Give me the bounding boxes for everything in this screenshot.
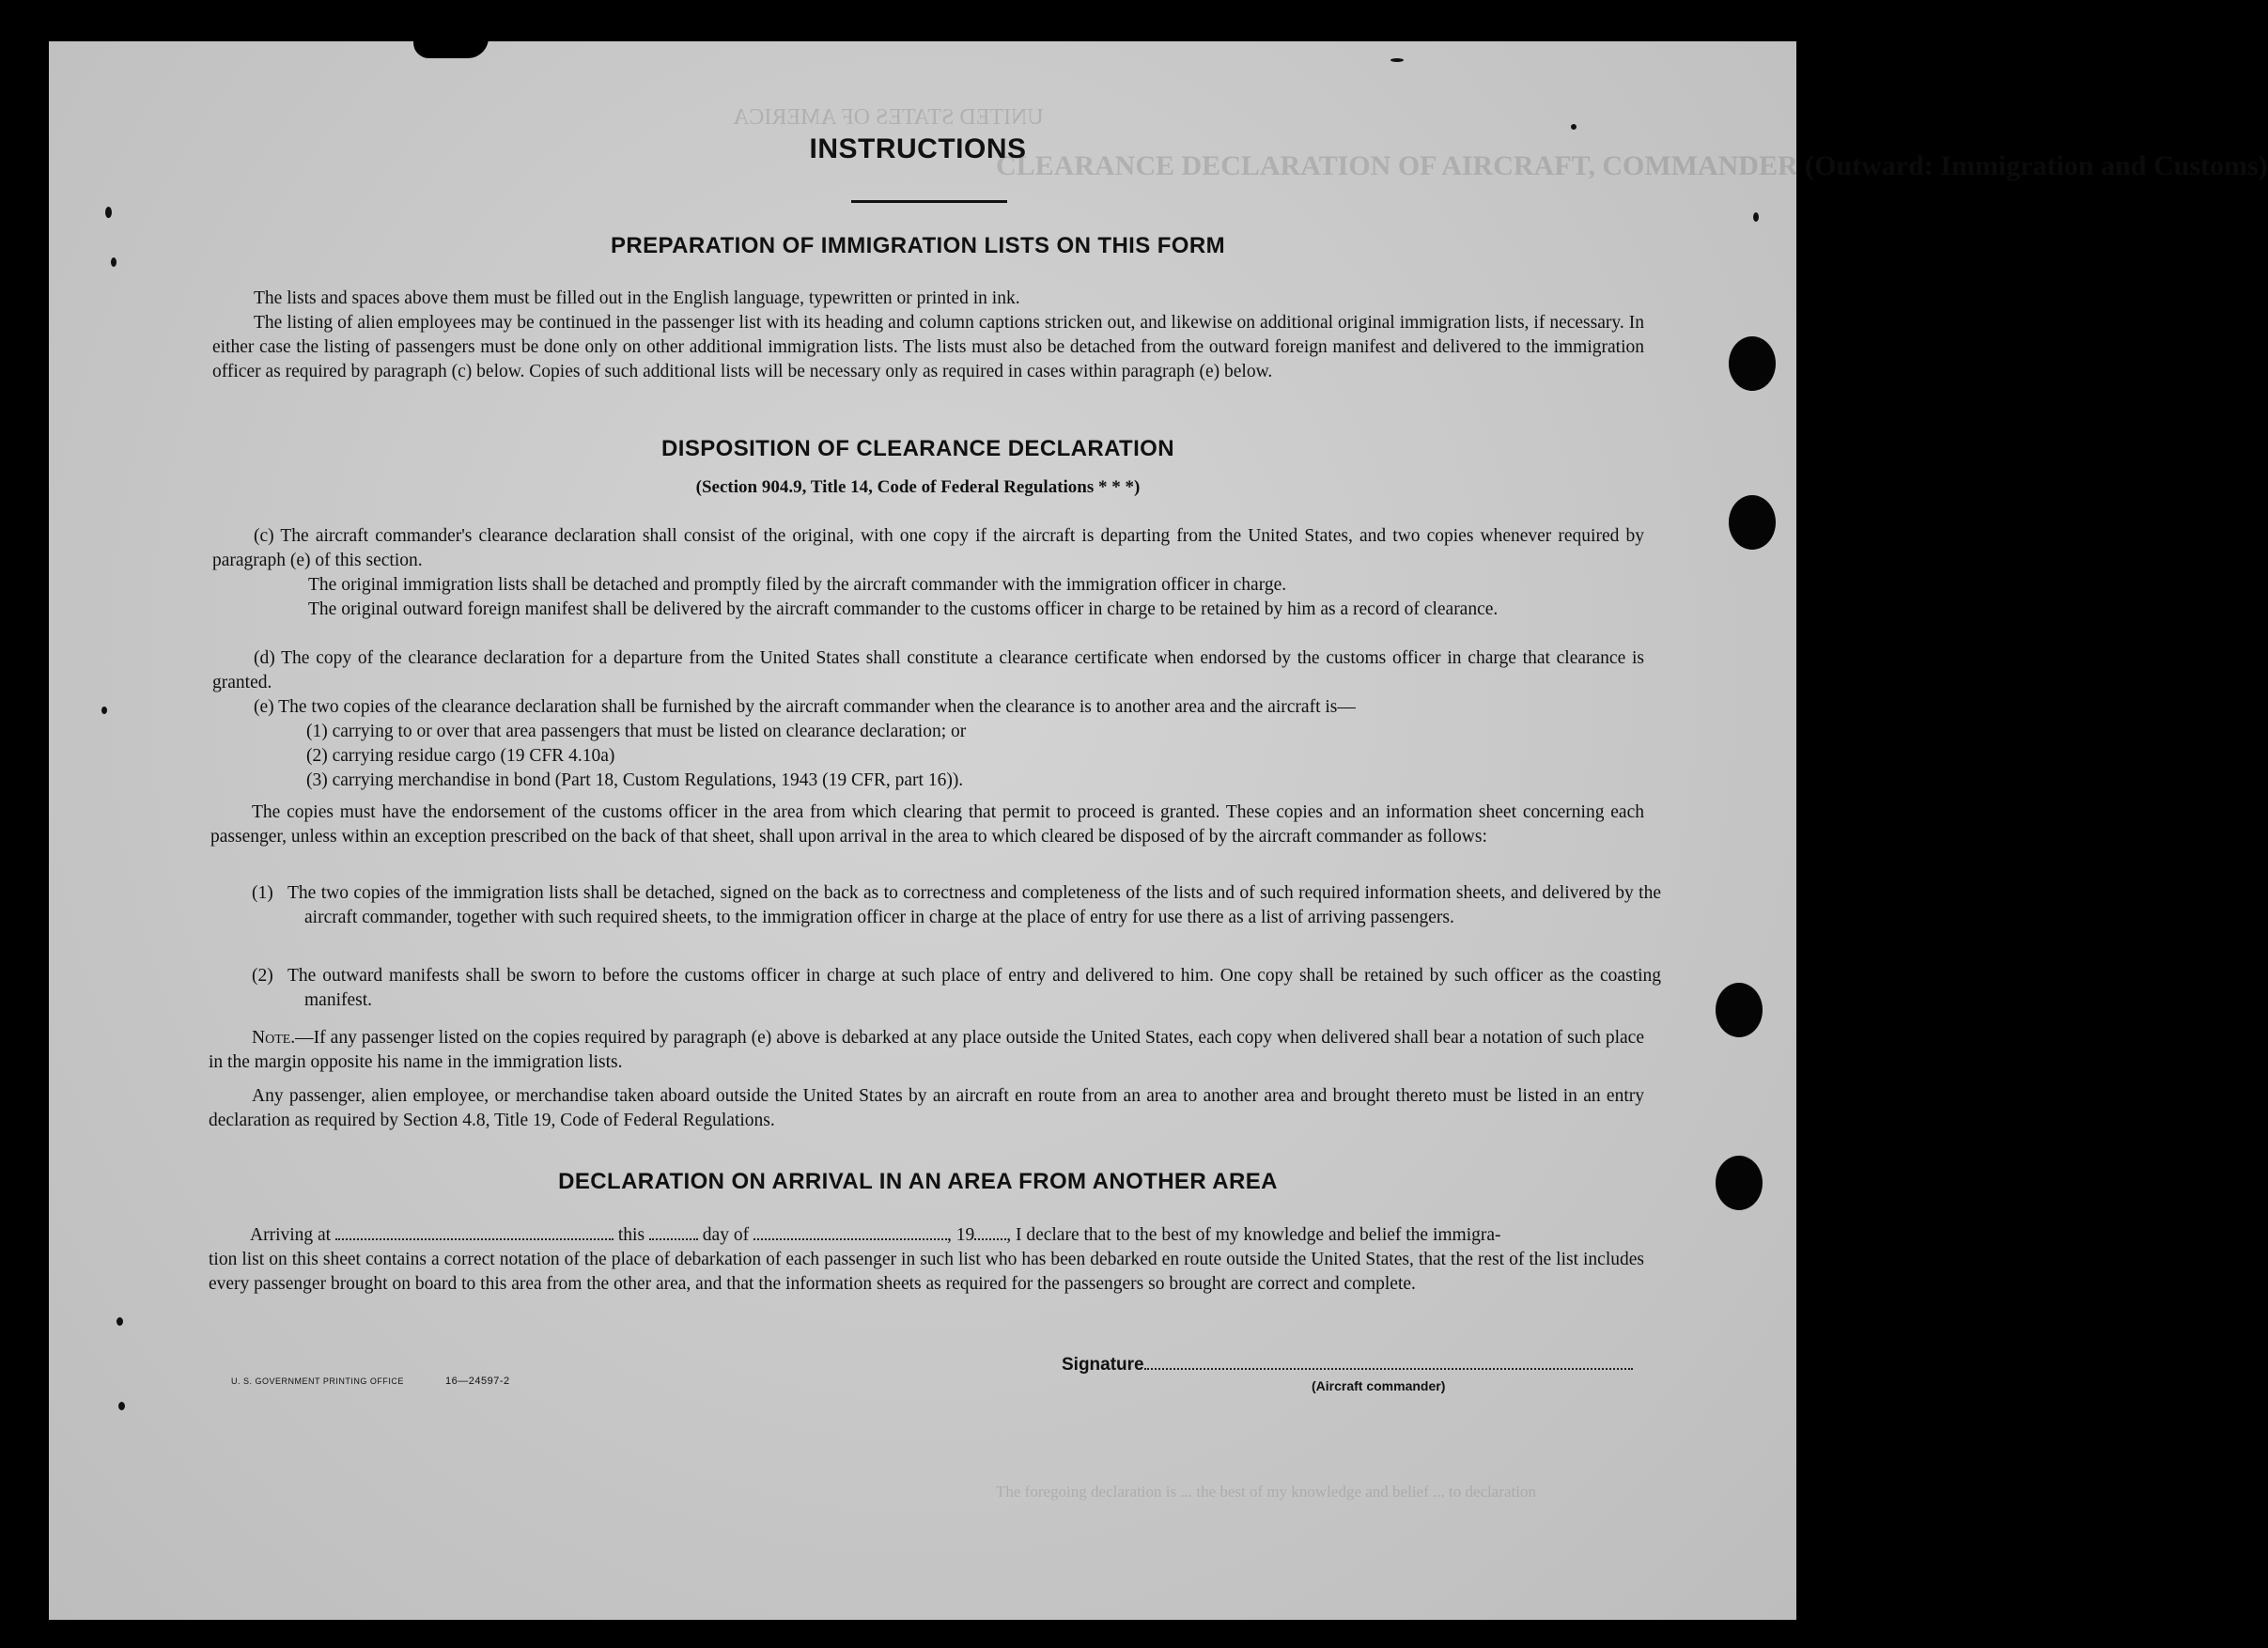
paragraph-d: (d) The copy of the clearance declaration for a departure from the United States shall constitute a clearance certificate when endorsed by the customs officer in charge that clearance is granted. xyxy=(212,648,1644,692)
paragraph-e: (e) The two copies of the clearance declaration shall be furnished by the aircraft commander when the clearance is to another area and the aircraft is— xyxy=(254,697,1356,717)
prep-paragraph-2: The listing of alien employees may be continued in the passenger list with its heading and column captions stricken out, and likewise on additional original immigration lists, if necessary. In either case the listing of passengers must be done only on other additional immigration lists. The lists must also be detached from the outward foreign manifest and delivered to the immigration officer as required by paragraph (c) below. Copies of such additional lists will be necessary only as required in cases within paragraph (e) below. xyxy=(212,313,1644,381)
paragraph-c-manifest: The original outward foreign manifest shall be delivered by the aircraft commander to the customs officer in charge to be retained by him as a record of clearance. xyxy=(308,599,1499,619)
paragraph-c-lists: The original immigration lists shall be detached and promptly filed by the aircraft commander with the immigration officer in charge. xyxy=(308,575,1287,595)
signature-caption: (Aircraft commander) xyxy=(1312,1378,1446,1393)
section-title-preparation: PREPARATION OF IMMIGRATION LISTS ON THIS FORM xyxy=(611,233,1225,258)
speck xyxy=(105,207,112,218)
section-subtitle-regulations: (Section 904.9, Title 14, Code of Federal Regulations * * *) xyxy=(695,477,1141,497)
any-passenger-paragraph: Any passenger, alien employee, or merchandise taken aboard outside the United States by an aircraft en route from an area to another area and brought thereto must be listed in an entry declaration as required by Section 4.8, Title 19, Code of Federal Regulations. xyxy=(209,1086,1644,1130)
year-prefix: , 19 xyxy=(946,1225,975,1245)
speck xyxy=(117,1317,123,1326)
note-label: Note. xyxy=(252,1028,296,1048)
punch-hole xyxy=(1729,495,1776,550)
arriving-at-label: Arriving at xyxy=(250,1225,332,1245)
section-title-arrival: DECLARATION ON ARRIVAL IN AN AREA FROM ANOTHER AREA xyxy=(558,1169,1278,1194)
speck xyxy=(1753,212,1759,222)
numbered-item-1: The two copies of the immigration lists shall be detached, signed on the back as to correctness and completeness of the lists and of such required information sheets, and delivered by the aircraft commander, together with such required sheets, to the immigration officer in charge at the place of entry for use there as a list of arriving passengers. xyxy=(287,883,1661,927)
numbered-item-1-label: (1) xyxy=(252,883,273,903)
speck xyxy=(1571,124,1577,130)
this-label: this xyxy=(617,1225,645,1245)
arrival-first-line xyxy=(250,1223,1501,1248)
declare-text: , I declare that to the best of my knowledge and belief the immigra- xyxy=(1006,1225,1501,1245)
signature-label: Signature xyxy=(1062,1355,1144,1375)
year-field[interactable] xyxy=(974,1223,1006,1240)
bleed-through-line-3: The foregoing declaration is ... the best of my knowledge and belief ... to declaration xyxy=(996,1483,1536,1500)
speck xyxy=(101,707,107,714)
paper-tear xyxy=(413,38,489,58)
arrival-declaration-text: tion list on this sheet contains a correct notation of the place of debarkation of each passenger in such list who has been debarked en route outside the United States, that the rest of the list includes every passenger brought on board to this area from the other area, and that the information sheets as required for the passengers so brought are correct and complete. xyxy=(209,1250,1644,1294)
paragraph-copies: The copies must have the endorsement of the customs officer in the area from which clearing that permit to proceed is granted. These copies and an information sheet concerning each passenger, unless within an exception prescribed on the back of that sheet, shall upon arrival in the area to which cleared be disposed of by the aircraft commander as follows: xyxy=(210,802,1644,847)
punch-hole xyxy=(1716,983,1763,1037)
paragraph-e-item-1: (1) carrying to or over that area passengers that must be listed on clearance declaration; or xyxy=(306,722,967,741)
bleed-through-line-1: UNITED STATES OF AMERICA xyxy=(733,105,1044,130)
day-field[interactable] xyxy=(649,1223,698,1240)
numbered-item-2-label: (2) xyxy=(252,966,273,986)
punch-hole xyxy=(1729,336,1776,391)
page-title: INSTRUCTIONS xyxy=(809,133,1027,164)
printer-imprint: U. S. GOVERNMENT PRINTING OFFICE xyxy=(231,1376,404,1386)
signature-row xyxy=(1062,1353,1633,1377)
section-title-disposition: DISPOSITION OF CLEARANCE DECLARATION xyxy=(661,436,1174,461)
paragraph-e-item-3: (3) carrying merchandise in bond (Part 18, Custom Regulations, 1943 (19 CFR, part 16)). xyxy=(306,770,964,790)
title-rule xyxy=(851,200,1007,203)
arriving-at-field[interactable] xyxy=(335,1223,614,1240)
speck xyxy=(1390,58,1404,62)
numbered-item-2: The outward manifests shall be sworn to before the customs officer in charge at such place of entry and delivered to him. One copy shall be retained by such officer as the coasting manifest. xyxy=(287,966,1661,1010)
paragraph-e-item-2: (2) carrying residue cargo (19 CFR 4.10a) xyxy=(306,746,615,766)
day-of-label: day of xyxy=(702,1225,750,1245)
note-paragraph xyxy=(209,1026,1644,1075)
bleed-through-line-2: CLEARANCE DECLARATION OF AIRCRAFT, COMMANDER (Outward: Immigration and Customs) xyxy=(996,150,2268,181)
note-text: —If any passenger listed on the copies required by paragraph (e) above is debarked at any place outside the United States, each copy when delivered shall bear a notation of such place in the margin opposite his name in the immigration lists. xyxy=(209,1028,1644,1072)
month-field[interactable] xyxy=(753,1223,947,1240)
paragraph-c: (c) The aircraft commander's clearance declaration shall consist of the original, with one copy if the aircraft is departing from the United States, and two copies whenever required by paragraph (e) of this section. xyxy=(212,526,1644,570)
form-number: 16—24597-2 xyxy=(445,1376,510,1387)
signature-field[interactable] xyxy=(1144,1353,1633,1370)
speck xyxy=(118,1402,125,1410)
prep-paragraph-1: The lists and spaces above them must be filled out in the English language, typewritten or printed in ink. xyxy=(254,288,1020,308)
